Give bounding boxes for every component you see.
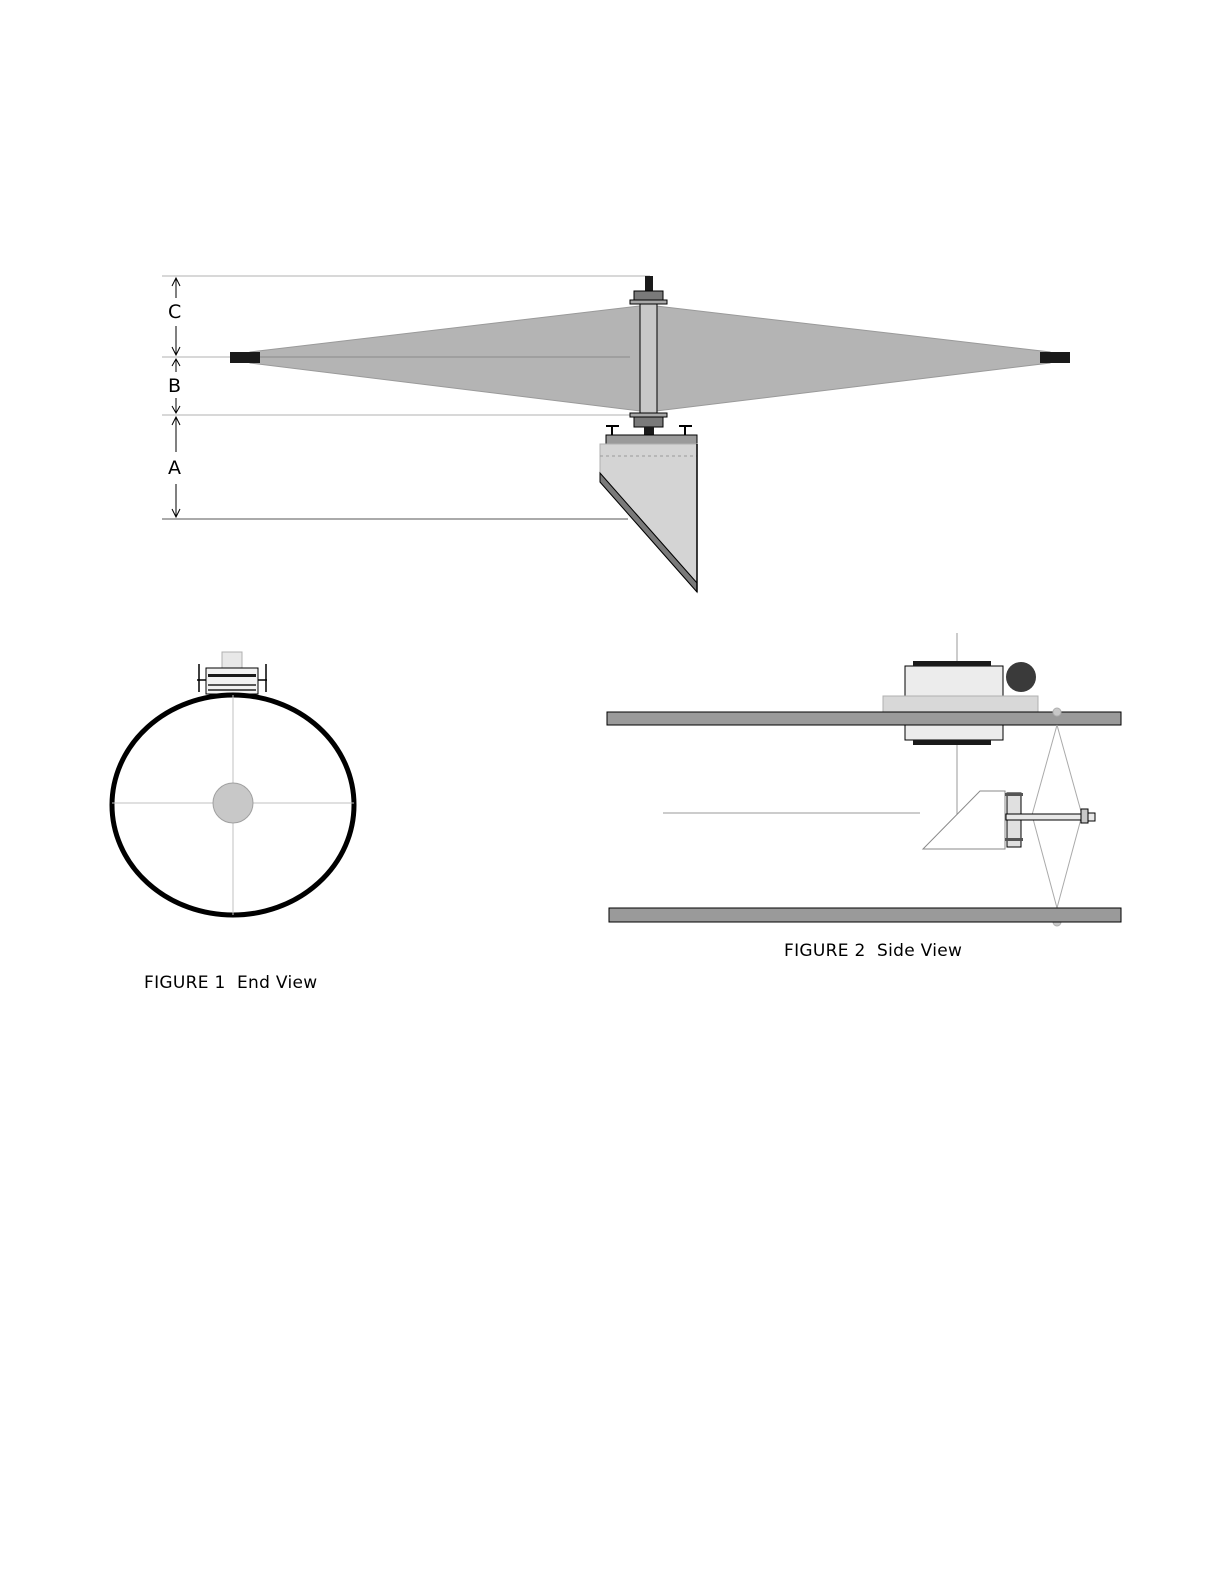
right-thumb-screw bbox=[679, 426, 692, 435]
dimension-b-label: B bbox=[168, 375, 182, 397]
side-screw-bottom bbox=[1005, 838, 1023, 841]
lower-beam bbox=[609, 908, 1121, 922]
clamp-plate bbox=[606, 435, 697, 444]
mount-band-1 bbox=[208, 674, 256, 677]
housing-bottom-band bbox=[913, 740, 991, 745]
dimension-a-label: A bbox=[168, 457, 181, 479]
figure-2-caption: FIGURE 2 Side View bbox=[784, 941, 963, 961]
mount-right-screw bbox=[258, 664, 267, 692]
figure-1-end-view bbox=[112, 652, 354, 993]
top-detail bbox=[162, 276, 1070, 592]
side-bracket bbox=[923, 791, 1005, 849]
paddle-top-tip bbox=[1053, 708, 1061, 716]
center-hub bbox=[213, 783, 253, 823]
mount-left-screw bbox=[197, 664, 206, 692]
left-thumb-screw bbox=[606, 426, 619, 435]
shaft-top-stub bbox=[645, 276, 653, 292]
mount-band-2 bbox=[208, 684, 256, 686]
mount-stem bbox=[222, 652, 242, 668]
meter-knob bbox=[1006, 662, 1036, 692]
housing-flange bbox=[883, 696, 1038, 712]
bottom-nut bbox=[634, 417, 663, 427]
top-nut bbox=[634, 291, 663, 300]
center-shaft bbox=[640, 303, 657, 417]
dimension-c-label: C bbox=[168, 301, 182, 323]
figure-1-caption: FIGURE 1 End View bbox=[144, 973, 318, 993]
left-end-weight bbox=[230, 352, 260, 363]
side-screw-top bbox=[1005, 793, 1023, 796]
mount-band-3 bbox=[208, 689, 256, 691]
side-shaft bbox=[1006, 814, 1083, 820]
side-shaft-nut bbox=[1081, 809, 1088, 823]
shaft-bottom-stub bbox=[644, 427, 654, 435]
side-shaft-end bbox=[1088, 813, 1095, 821]
figure-2-side-view bbox=[607, 633, 1121, 961]
bottom-washer bbox=[630, 413, 667, 417]
right-end-weight bbox=[1040, 352, 1070, 363]
top-washer bbox=[630, 300, 667, 304]
upper-beam bbox=[607, 712, 1121, 725]
housing-top-band bbox=[913, 661, 991, 666]
